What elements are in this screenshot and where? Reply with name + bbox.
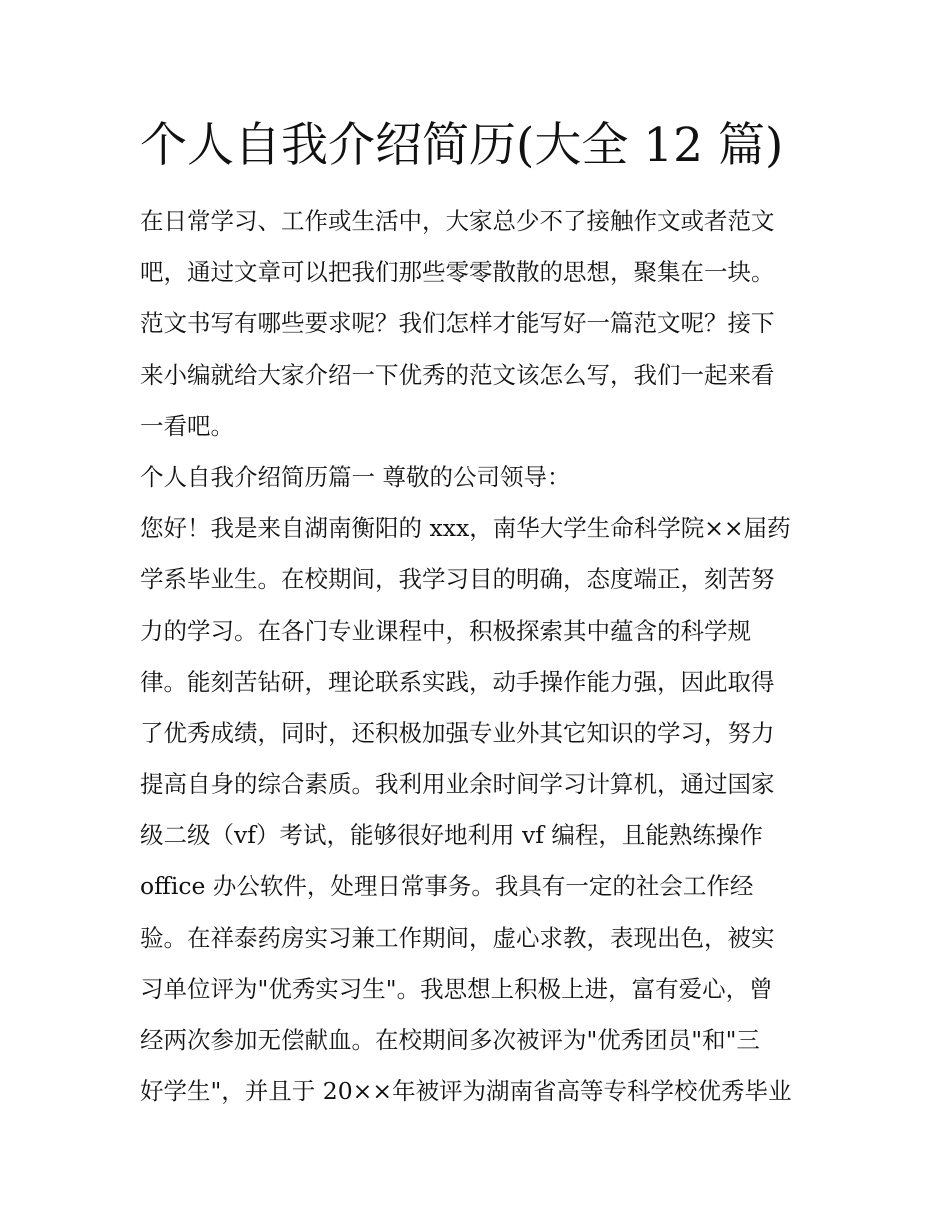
body-line: office 办公软件，处理日常事务。我具有一定的社会工作经	[140, 872, 754, 901]
body-line: 习单位评为"优秀实习生"。我思想上积极上进，富有爱心，曾	[140, 974, 773, 1003]
body-line: 力的学习。在各门专业课程中，积极探索其中蕴含的科学规	[140, 616, 751, 645]
document-body	[140, 196, 812, 1117]
body-line: 来小编就给大家介绍一下优秀的范文该怎么写，我们一起来看	[140, 360, 775, 389]
body-line: 一看吧。	[140, 411, 234, 440]
body-line: 您好！我是来自湖南衡阳的 xxx，南华大学生命科学院××届药	[140, 514, 791, 543]
body-line: 了优秀成绩，同时，还积极加强专业外其它知识的学习，努力	[140, 718, 775, 747]
section-heading-line: 个人自我介绍简历篇一 尊敬的公司领导：	[140, 462, 571, 491]
body-line: 学系毕业生。在校期间，我学习目的明确，态度端正，刻苦努	[140, 565, 775, 594]
body-line: 范文书写有哪些要求呢？我们怎样才能写好一篇范文呢？接下	[140, 309, 775, 338]
body-line: 级二级（vf）考试，能够很好地利用 vf 编程，且能熟练操作	[140, 821, 763, 850]
body-line: 经两次参加无偿献血。在校期间多次被评为"优秀团员"和"三	[140, 1026, 760, 1054]
body-line: 好学生"，并且于 20××年被评为湖南省高等专科学校优秀毕业	[140, 1077, 792, 1106]
body-line: 律。能刻苦钻研，理论联系实践，动手操作能力强，因此取得	[140, 667, 775, 696]
body-line: 吧，通过文章可以把我们那些零零散散的思想，聚集在一块。	[140, 258, 775, 287]
body-line: 验。在祥泰药房实习兼工作期间，虚心求教，表现出色，被实	[140, 923, 775, 952]
body-line: 提高自身的综合素质。我利用业余时间学习计算机，通过国家	[140, 770, 775, 799]
body-line: 在日常学习、工作或生活中，大家总少不了接触作文或者范文	[140, 207, 775, 235]
document-title: 个人自我介绍简历(大全 12 篇)	[140, 118, 784, 173]
